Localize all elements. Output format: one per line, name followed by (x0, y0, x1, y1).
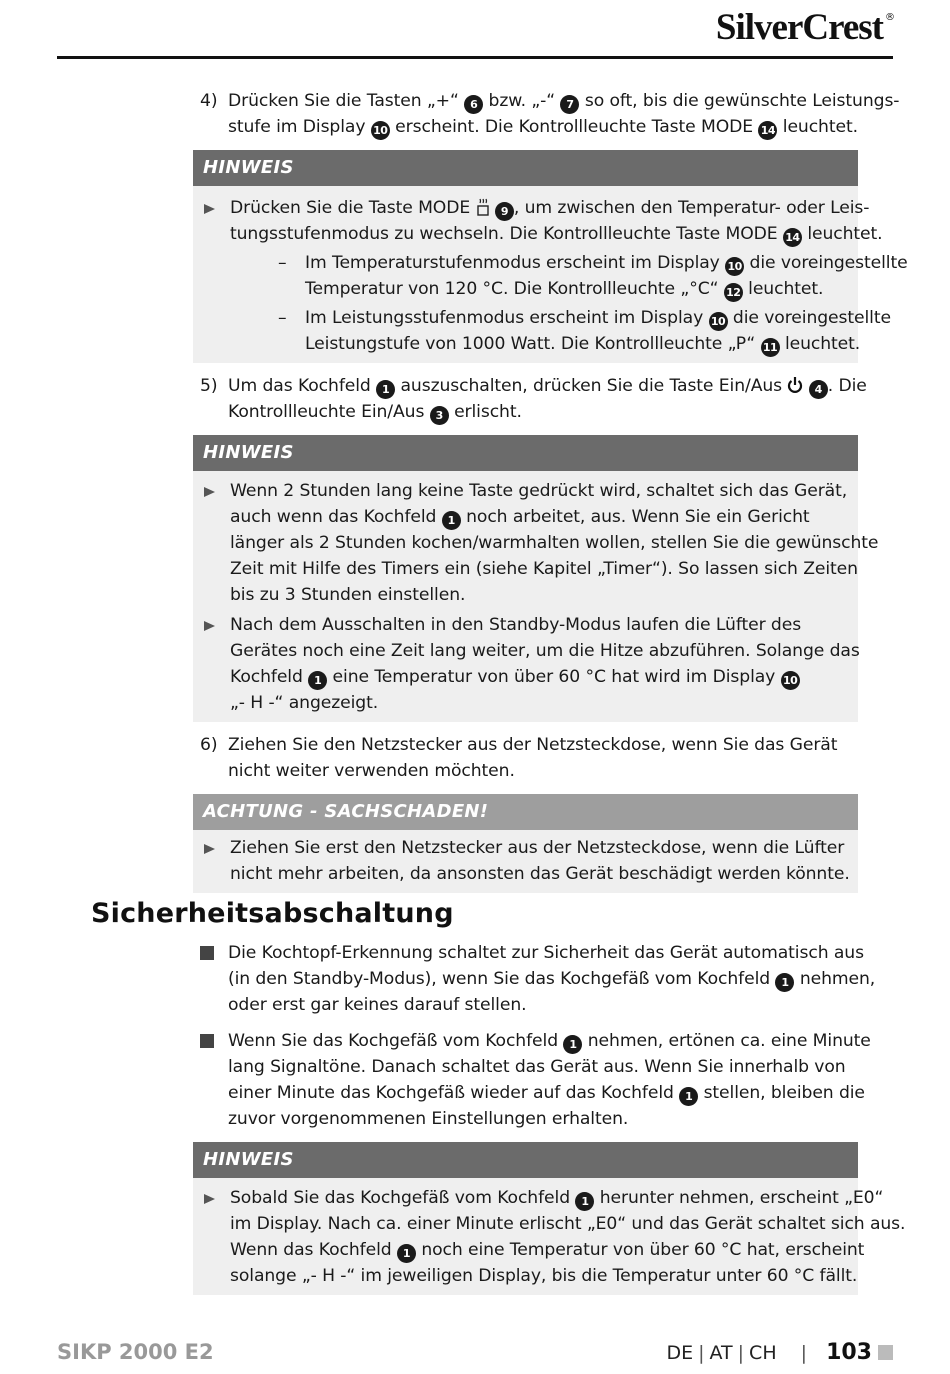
note-bullet: Drücken Sie die Taste MODE 9 , um zwischen den Temperatur- oder Leis- tungsstufenmodus zu wechseln. Die Kontrollleuchte Taste MODE 14 leuchtet. (193, 195, 858, 247)
note-bullet: Nach dem Ausschalten in den Standby-Modus laufen die Lüfter des Gerätes noch eine Zeit lang weiter, um die Hitze abzuführen. Solange das Kochfeld 1 eine Temperatur von über 60 °C hat wird im Display 10 „- H -“ angezeigt. (193, 612, 858, 716)
lang-at: AT (709, 1342, 733, 1364)
ref-badge: 10 (709, 312, 728, 331)
ref-badge: 14 (758, 121, 777, 140)
ref-badge: 10 (371, 121, 390, 140)
ref-badge: 1 (308, 671, 327, 690)
step-number: 6) (200, 735, 218, 755)
ref-badge: 1 (775, 973, 794, 992)
footer-language-page: DE | AT | CH | 103 (666, 1340, 893, 1365)
note-heading: HINWEIS (193, 435, 858, 471)
ref-badge: 10 (781, 671, 800, 690)
ref-badge: 1 (563, 1035, 582, 1054)
lang-de: DE (666, 1342, 694, 1364)
warning-heading: ACHTUNG - SACHSCHADEN! (193, 794, 858, 830)
square-bullet-icon (200, 946, 214, 960)
step-6: 6) Ziehen Sie den Netzstecker aus der Netzsteckdose, wenn Sie das Gerät nicht weiter verwenden möchten. (193, 732, 858, 784)
bullet-arrow-icon (204, 487, 215, 497)
ref-badge: 10 (725, 257, 744, 276)
power-icon (787, 376, 803, 394)
warning-bullet: Ziehen Sie erst den Netzstecker aus der Netzsteckdose, wenn die Lüfter nicht mehr arbeiten, da ansonsten das Gerät beschädigt werden könnte. (193, 835, 858, 887)
ref-badge: 9 (495, 202, 514, 221)
header-rule (57, 56, 893, 59)
note-heading: HINWEIS (193, 1142, 858, 1178)
note-bullet: Sobald Sie das Kochgefäß vom Kochfeld 1 herunter nehmen, erscheint „E0“ im Display. Nach ca. einer Minute erlischt „E0“ und das Gerät schaltet sich aus. Wenn das Kochfeld 1 noch eine Temperatur von über 60 °C hat, erscheint solange „- H -“ im jeweiligen Display, bis die Temperatur unter 60 °C fällt. (193, 1185, 858, 1289)
ref-badge: 1 (575, 1192, 594, 1211)
note-sub-item: – Im Temperaturstufenmodus erscheint im Display 10 die voreingestellte Temperatur von 120 °C. Die Kontrollleuchte „°C“ 12 leuchtet. (193, 250, 858, 302)
step-5: 5) Um das Kochfeld 1 auszuschalten, drücken Sie die Taste Ein/Aus 4 . Die Kontrollleuchte Ein/Aus 3 erlischt. (193, 373, 858, 425)
warning-box (193, 794, 858, 893)
ref-badge: 1 (397, 1244, 416, 1263)
note-sub-item: – Im Leistungsstufenmodus erscheint im Display 10 die voreingestellte Leistungstufe von 1000 Watt. Die Kontrollleuchte „P“ 11 leuchtet. (193, 305, 858, 357)
list-item: Die Kochtopf-Erkennung schaltet zur Sicherheit das Gerät automatisch aus (in den Standby-Modus), wenn Sie das Kochgefäß vom Kochfeld 1 nehmen, oder erst gar keines darauf stellen. (193, 940, 858, 1018)
ref-badge: 12 (724, 283, 743, 302)
bullet-arrow-icon (204, 204, 215, 214)
bullet-arrow-icon (204, 1194, 215, 1204)
step-number: 5) (200, 376, 218, 396)
step-number: 4) (200, 91, 218, 111)
list-item: Wenn Sie das Kochgefäß vom Kochfeld 1 nehmen, ertönen ca. eine Minute lang Signaltöne. Danach schaltet das Gerät aus. Wenn Sie innerhalb von einer Minute das Kochgefäß wieder auf das Kochfeld 1 stellen, bleiben die zuvor vorgenommenen Einstellungen erhalten. (193, 1028, 858, 1132)
page-marker-icon (878, 1345, 893, 1360)
ref-badge: 4 (809, 380, 828, 399)
section-title: Sicherheitsabschaltung (91, 898, 454, 929)
bullet-arrow-icon (204, 844, 215, 854)
note-box (193, 150, 908, 363)
step-4: 4) Drücken Sie die Tasten „+“ 6 bzw. „-“ 7 so oft, bis die gewünschte Leistungs- stufe im Display 10 erscheint. Die Kontrollleuchte Taste MODE 14 leuchtet. (193, 88, 858, 140)
note-bullet: Wenn 2 Stunden lang keine Taste gedrückt wird, schaltet sich das Gerät, auch wenn das Kochfeld 1 noch arbeitet, aus. Wenn Sie ein Gericht länger als 2 Stunden kochen/warmhalten wollen, stellen Sie die gewünschte Zeit mit Hilfe des Timers ein (siehe Kapitel „Timer“). So lassen sich Zeiten bis zu 3 Stunden einstellen. (193, 478, 858, 608)
model-number: SIKP 2000 E2 (57, 1340, 214, 1364)
square-bullet-icon (200, 1034, 214, 1048)
mode-icon (476, 198, 490, 216)
ref-badge: 11 (761, 338, 780, 357)
ref-badge: 14 (783, 228, 802, 247)
note-box (193, 1142, 906, 1295)
safety-section-content (193, 940, 906, 1295)
ref-badge: 7 (560, 95, 579, 114)
lang-ch: CH (749, 1342, 777, 1364)
note-heading: HINWEIS (193, 150, 858, 186)
note-box (193, 435, 879, 722)
ref-badge: 1 (679, 1087, 698, 1106)
ref-badge: 3 (430, 406, 449, 425)
ref-badge: 6 (464, 95, 483, 114)
brand-logo: SilverCrest ® (715, 7, 894, 48)
page-number: 103 (826, 1340, 872, 1365)
ref-badge: 1 (376, 380, 395, 399)
bullet-arrow-icon (204, 621, 215, 631)
instructions-content (193, 88, 908, 893)
ref-badge: 1 (442, 511, 461, 530)
